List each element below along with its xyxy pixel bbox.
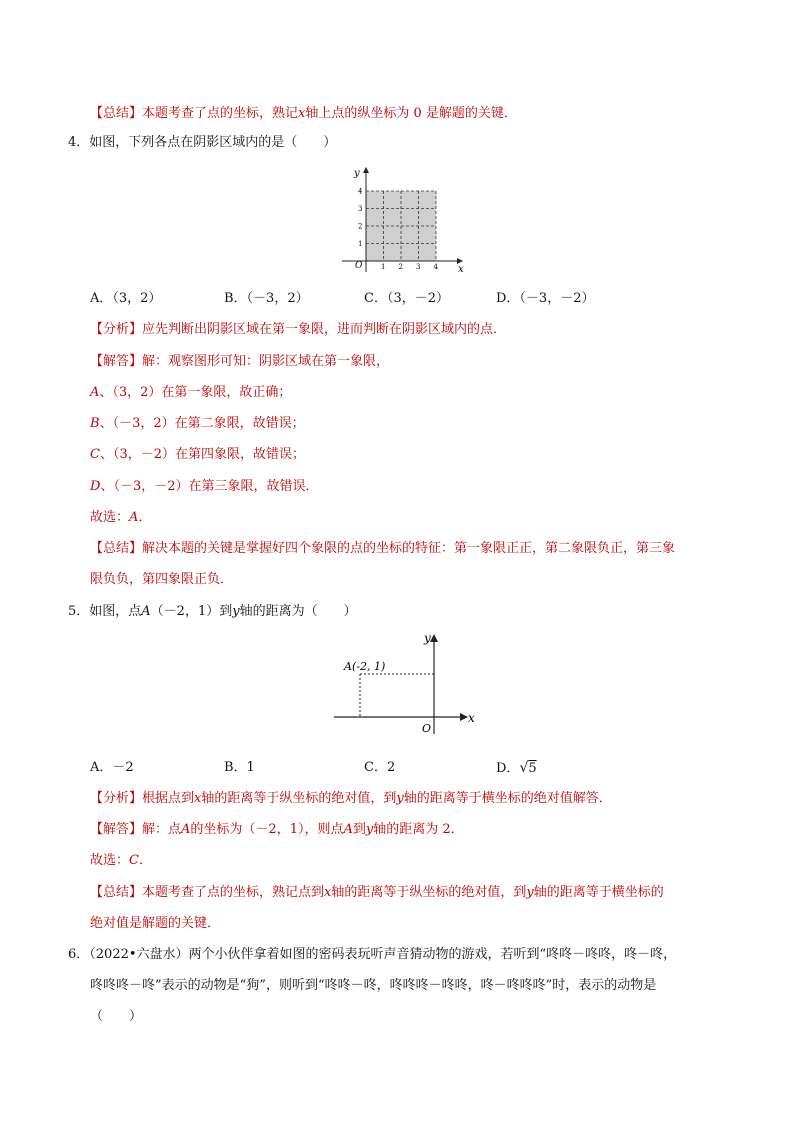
q4-choice: 故选：A． — [90, 510, 152, 525]
q5-x-arrow — [460, 713, 468, 721]
q6-stem-line3: （ ） — [90, 1009, 143, 1024]
q5-choice: 故选：C． — [90, 853, 152, 868]
q4-answer: 【解答】解：观察图形可知：阴影区域在第一象限， — [90, 354, 390, 369]
q5-y-label: y — [424, 631, 431, 645]
q4-step-d: D、（－3，－2）在第三象限，故错误． — [90, 479, 319, 494]
q5-option-a[interactable]: A．－2 — [90, 760, 134, 775]
q4-x-tick: 2 — [398, 263, 403, 271]
q4-analysis: 【分析】应先判断出阴影区域在第一象限，进而判断在阴影区域内的点． — [90, 322, 507, 337]
q4-step-b: B、（－3，2）在第二象限，故错误； — [90, 416, 305, 431]
q4-y-arrow — [363, 167, 369, 173]
q4-step-a: A、（3，2）在第一象限，故正确； — [90, 385, 292, 400]
q5-option-c[interactable]: C．2 — [364, 760, 396, 775]
q4-x-tick: 3 — [416, 263, 421, 271]
q5-answer: 【解答】解：点A的坐标为（－2，1），则点A到y轴的距离为 2． — [90, 822, 464, 837]
q5-origin: O — [422, 722, 432, 735]
q5-stem: 5．如图，点A（－2，1）到y轴的距离为（ ） — [68, 604, 357, 619]
q5-point-label: A(-2, 1) — [344, 660, 386, 673]
q5-summary-line2: 绝对值是解题的关键． — [90, 916, 221, 931]
summary-tag: 【总结】 — [90, 106, 143, 121]
sqrt-symbol: √ — [519, 760, 529, 776]
q4-option-d[interactable]: D．（－3，－2） — [496, 291, 595, 306]
q3-summary: 【总结】本题考查了点的坐标，熟记x轴上点的纵坐标为 0 是解题的关键． — [90, 106, 517, 121]
q5-option-d[interactable]: D．√5 — [496, 760, 537, 776]
q4-summary-line1: 【总结】解决本题的关键是掌握好四个象限的点的坐标的特征：第一象限正正，第二象限负正，第三象 — [90, 541, 676, 556]
q4-stem: 4．如图，下列各点在阴影区域内的是（ ） — [68, 135, 337, 150]
q4-x-tick: 4 — [433, 263, 438, 271]
q4-y-label: y — [354, 168, 360, 179]
q4-x-tick: 1 — [381, 263, 386, 271]
q4-x-label: x — [458, 264, 464, 275]
q5-figure — [334, 628, 480, 740]
q4-y-tick: 3 — [358, 205, 363, 213]
q4-option-a[interactable]: A．（3，2） — [90, 291, 162, 306]
q4-option-b[interactable]: B．（－3，2） — [224, 291, 309, 306]
q5-analysis: 【分析】根据点到x轴的距离等于纵坐标的绝对值，到y轴的距离等于横坐标的绝对值解答． — [90, 791, 612, 806]
q4-y-tick: 4 — [358, 187, 363, 196]
q4-y-tick: 1 — [358, 240, 363, 248]
q4-summary-line2: 限负负，第四象限正负． — [90, 572, 234, 587]
q5-y-arrow — [430, 634, 438, 642]
q5-summary-line1: 【总结】本题考查了点的坐标，熟记点到x轴的距离等于纵坐标的绝对值，到y轴的距离等于横坐标的 — [90, 885, 664, 900]
q5-option-b[interactable]: B．1 — [224, 760, 255, 775]
q4-option-c[interactable]: C．（3，－2） — [364, 291, 449, 306]
q6-stem-line2: 咚咚咚－咚”表示的动物是“狗”，则听到“咚咚－咚，咚咚咚－咚咚，咚－咚咚咚”时，表示的动物是 — [90, 978, 657, 993]
q4-step-c: C、（3，－2）在第四象限，故错误； — [90, 447, 305, 462]
q4-y-tick: 2 — [358, 222, 363, 231]
q6-stem-line1: 6．（2022•六盘水）两个小伙伴拿着如图的密码表玩听声音猜动物的游戏，若听到“咚咚－咚咚，咚－咚， — [68, 947, 677, 962]
q4-origin: O — [355, 261, 363, 271]
q4-figure — [336, 160, 470, 275]
q5-x-label: x — [468, 711, 475, 725]
